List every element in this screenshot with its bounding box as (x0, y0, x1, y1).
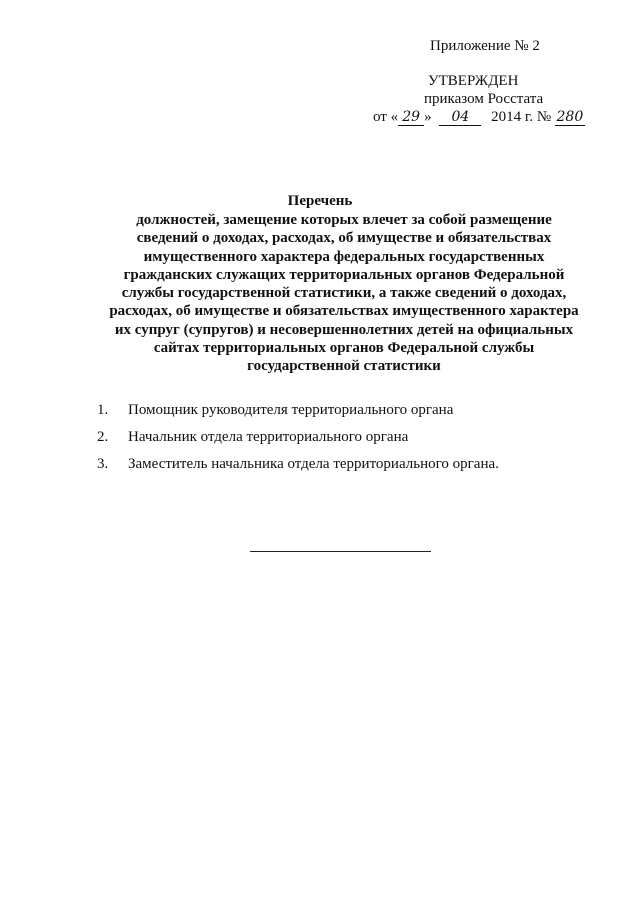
date-prefix: от « (373, 109, 399, 125)
list-item-text: Заместитель начальника отдела территориального органа. (128, 456, 499, 472)
end-divider (250, 551, 431, 552)
list-item-number: 1. (97, 402, 109, 418)
document-subtitle: должностей, замещение которых влечет за собой размещение сведений о доходах, расходах, об имуществе и обязательствах имущественного характера федеральных государственных гражданских служащих территориальных органов Федеральной службы государственной статистики, а также сведений о доходах, расходах, об имуществе и обязательствах имущественного характера их супруг (супругов) и несовершеннолетних детей на официальных сайтах территориальных органов Федеральной службы государственной статистики (109, 212, 579, 375)
order-date-line (373, 107, 585, 127)
list-item-number: 2. (97, 429, 109, 445)
document-title: Перечень (287, 193, 353, 209)
approved-label: УТВЕРЖДЕН (428, 73, 519, 89)
order-by-label: приказом Росстата (424, 91, 544, 107)
handwritten-day: 29 (398, 109, 424, 126)
list-item-number: 3. (97, 456, 109, 472)
list-item-text: Помощник руководителя территориального органа (128, 402, 454, 418)
date-quote-close: » (424, 109, 432, 125)
list-item-text: Начальник отдела территориального органа (128, 429, 409, 445)
handwritten-order-number: 280 (556, 109, 584, 125)
handwritten-month: 04 (439, 109, 481, 126)
appendix-label: Приложение № 2 (430, 38, 540, 54)
year-and-number-label: 2014 г. № (491, 109, 552, 125)
